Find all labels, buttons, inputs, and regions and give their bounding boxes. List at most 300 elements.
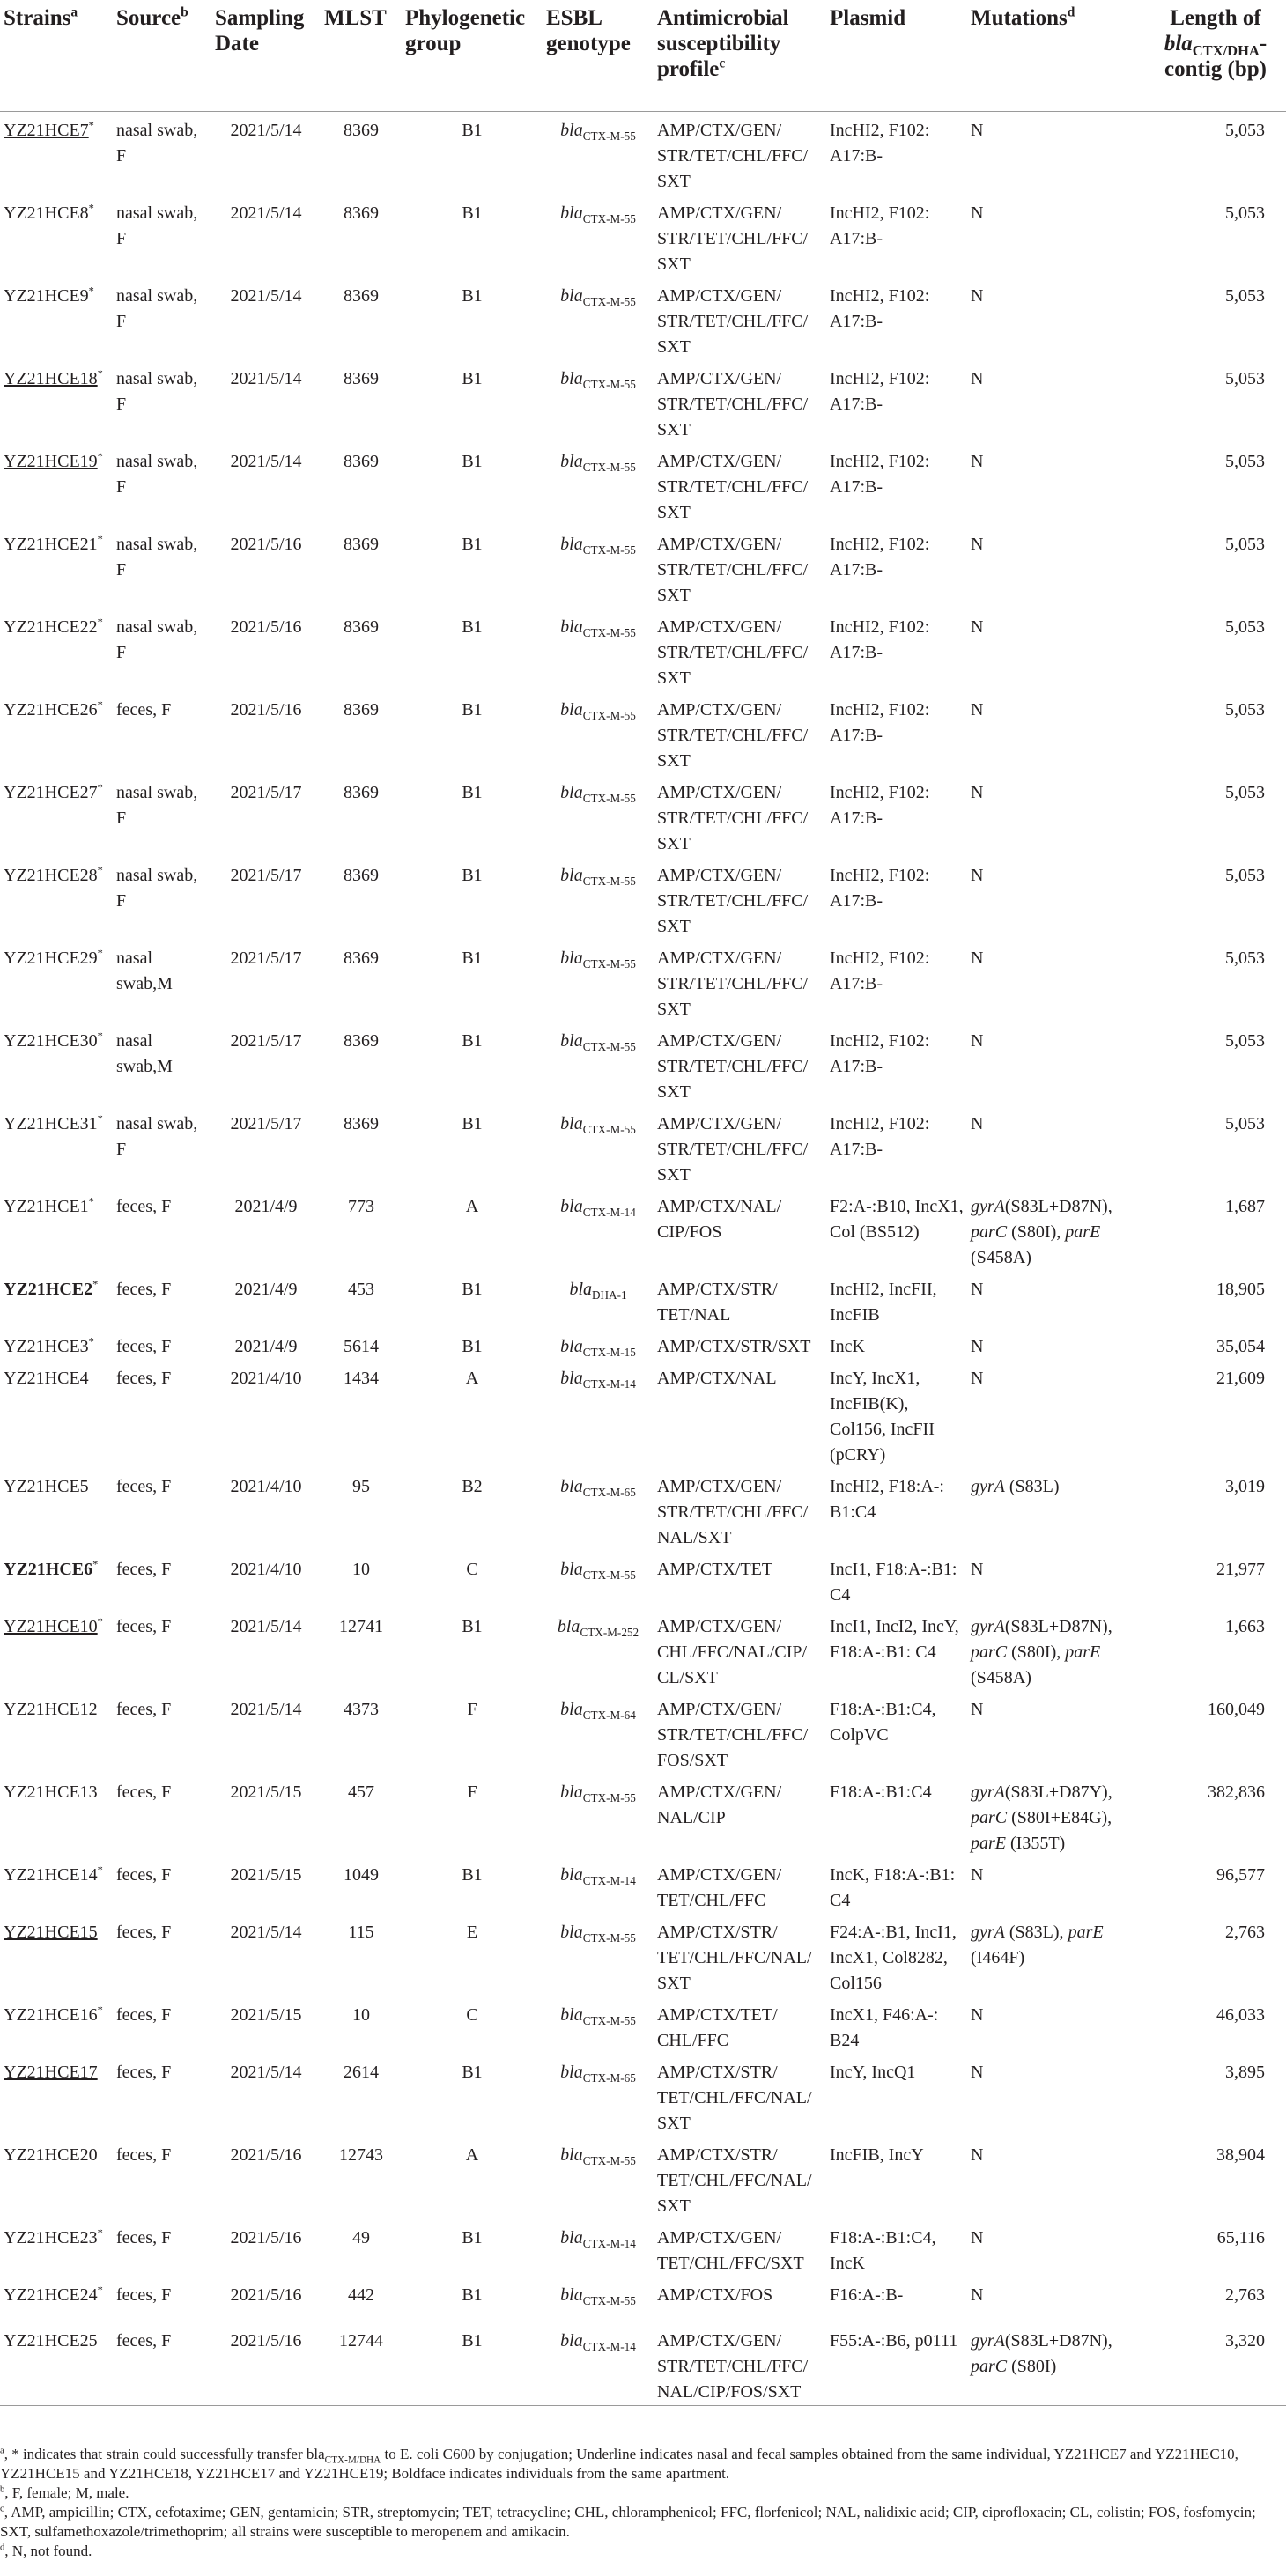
conjugation-mark: * (97, 2283, 103, 2296)
strain-id: YZ21HCE10 (4, 1616, 98, 1636)
mlst-cell: 8369 (344, 534, 379, 554)
plasmid-cell: F2:A-:B10, IncX1, Col (BS512) (830, 1196, 964, 1242)
table-row (0, 940, 1286, 1022)
plasmid-cell: IncHI2, F102: A17:B- (830, 699, 930, 745)
strain-cell (0, 2322, 113, 2406)
table-row (0, 1551, 1286, 1608)
conjugation-mark: * (97, 1029, 103, 1042)
esbl-variant: CTX-M-55 (582, 2013, 636, 2027)
esbl-cell (543, 857, 654, 940)
esbl-variant: CTX-M-55 (582, 1568, 636, 1582)
mlst-cell: 457 (348, 1782, 374, 1802)
plasmid-cell: IncHI2, F102: A17:B- (830, 120, 930, 166)
conjugation-mark: * (97, 698, 103, 711)
plasmid-cell: F16:A-:B- (830, 2284, 904, 2305)
strain-id: YZ21HCE26 (4, 699, 98, 720)
length-cell: 3,019 (1225, 1476, 1265, 1496)
plasmid-cell: IncHI2, F102: A17:B- (830, 782, 930, 828)
mutations-cell: N (971, 534, 984, 554)
esbl-gene: bla (560, 1030, 583, 1051)
mlst-cell: 115 (348, 1922, 374, 1942)
plasmid-cell: IncI1, F18:A-:B1: C4 (830, 1559, 957, 1605)
esbl-variant: CTX-M-55 (582, 294, 636, 308)
source-cell: feces, F (116, 2330, 172, 2351)
source-cell: nasal swab,M (116, 948, 173, 993)
strain-cell (0, 1022, 113, 1105)
strain-cell (0, 1468, 113, 1551)
group-cell: B1 (462, 2284, 483, 2305)
profile-cell: AMP/CTX/STR/ TET/NAL (657, 1279, 778, 1325)
esbl-variant: CTX-M-64 (582, 1708, 636, 1722)
strain-id: YZ21HCE3 (4, 1336, 89, 1356)
esbl-variant: CTX-M-55 (582, 708, 636, 722)
esbl-cell (543, 1691, 654, 1774)
conjugation-mark: * (88, 1194, 94, 1207)
esbl-cell (543, 526, 654, 609)
length-cell: 46,033 (1216, 2004, 1265, 2025)
conjugation-mark: * (97, 1614, 103, 1628)
esbl-variant: CTX-M-65 (582, 2070, 636, 2085)
header-mlst: MLST (324, 6, 387, 30)
profile-cell: AMP/CTX/GEN/ STR/TET/CHL/FFC/ SXT (657, 203, 809, 274)
header-mutations: Mutations$^d$ (971, 4, 1075, 30)
esbl-gene: bla (560, 451, 583, 471)
strain-id: YZ21HCE2 (4, 1279, 93, 1299)
esbl-variant: CTX-M-55 (582, 129, 636, 143)
mutations-cell: N (971, 1559, 984, 1579)
source-cell: feces, F (116, 1196, 172, 1216)
esbl-gene: bla (560, 285, 583, 306)
header-source: Source$^b$ (116, 4, 188, 30)
esbl-cell (543, 195, 654, 277)
mlst-cell: 8369 (344, 451, 379, 471)
esbl-variant: CTX-M-14 (582, 1205, 636, 1219)
strain-cell (0, 1271, 113, 1328)
strain-cell (0, 526, 113, 609)
mutations-cell: N (971, 865, 984, 885)
length-cell: 5,053 (1225, 534, 1265, 554)
strain-cell (0, 1328, 113, 1360)
mlst-cell: 12741 (339, 1616, 383, 1636)
profile-cell: AMP/CTX/NAL (657, 1368, 777, 1388)
conjugation-mark: * (97, 449, 103, 462)
source-cell: nasal swab, F (116, 782, 198, 828)
conjugation-mark: * (97, 946, 103, 959)
mlst-cell: 8369 (344, 865, 379, 885)
plasmid-cell: IncHI2, F102: A17:B- (830, 948, 930, 993)
date-cell: 2021/5/14 (230, 203, 302, 223)
esbl-cell (543, 940, 654, 1022)
group-cell: B1 (462, 451, 483, 471)
esbl-cell (543, 1774, 654, 1856)
table-row (0, 1328, 1286, 1360)
esbl-variant: CTX-M-55 (582, 2293, 636, 2307)
date-cell: 2021/5/17 (230, 782, 302, 802)
esbl-variant: CTX-M-55 (582, 211, 636, 225)
group-cell: F (467, 1699, 477, 1719)
table-row (0, 1914, 1286, 1997)
footnote-d: $^d$, N, not found. (0, 2543, 92, 2559)
esbl-variant: CTX-M-55 (582, 2153, 636, 2167)
length-cell: 160,049 (1208, 1699, 1265, 1719)
esbl-cell (543, 1328, 654, 1360)
plasmid-cell: IncHI2, F102: A17:B- (830, 451, 930, 497)
length-cell: 5,053 (1225, 368, 1265, 388)
profile-cell: AMP/CTX/GEN/ STR/TET/CHL/FFC/ NAL/CIP/FOS/SXT (657, 2330, 809, 2402)
esbl-cell (543, 443, 654, 526)
length-cell: 2,763 (1225, 2284, 1265, 2305)
header-phylogenetic-group: Phylogenetic group (405, 6, 526, 55)
conjugation-mark: * (92, 1277, 99, 1290)
table-row (0, 1022, 1286, 1105)
strain-cell (0, 195, 113, 277)
esbl-cell (543, 111, 654, 195)
esbl-cell (543, 1468, 654, 1551)
esbl-cell (543, 2137, 654, 2219)
source-cell: feces, F (116, 2227, 172, 2248)
esbl-variant: DHA-1 (592, 1288, 627, 1302)
strain-cell (0, 940, 113, 1022)
profile-cell: AMP/CTX/TET/ CHL/FFC (657, 2004, 778, 2050)
esbl-gene: bla (560, 1196, 583, 1216)
length-cell: 1,687 (1225, 1196, 1265, 1216)
strain-cell (0, 691, 113, 774)
date-cell: 2021/5/16 (230, 699, 302, 720)
esbl-gene: bla (560, 1922, 583, 1942)
source-cell: feces, F (116, 2004, 172, 2025)
source-cell: feces, F (116, 1782, 172, 1802)
source-cell: feces, F (116, 2062, 172, 2082)
source-cell: feces, F (116, 1864, 172, 1885)
strain-id: YZ21HCE31 (4, 1113, 98, 1133)
profile-cell: AMP/CTX/FOS (657, 2284, 773, 2305)
length-cell: 5,053 (1225, 1113, 1265, 1133)
strain-cell (0, 1360, 113, 1468)
length-cell: 1,663 (1225, 1616, 1265, 1636)
length-cell: 21,609 (1216, 1368, 1265, 1388)
group-cell: B1 (462, 1113, 483, 1133)
mutations-cell: N (971, 285, 984, 306)
esbl-cell (543, 1022, 654, 1105)
esbl-gene: bla (560, 2330, 583, 2351)
strain-cell (0, 1691, 113, 1774)
table-row (0, 2054, 1286, 2137)
esbl-gene: bla (560, 2227, 583, 2248)
esbl-variant: CTX-M-55 (582, 1039, 636, 1053)
mlst-cell: 12743 (339, 2144, 383, 2165)
strain-id: YZ21HCE21 (4, 534, 98, 554)
profile-cell: AMP/CTX/GEN/ STR/TET/CHL/FFC/ SXT (657, 948, 809, 1019)
table-row (0, 1691, 1286, 1774)
length-cell: 5,053 (1225, 948, 1265, 968)
date-cell: 2021/5/15 (230, 2004, 302, 2025)
conjugation-mark: * (97, 532, 103, 545)
group-cell: B1 (462, 120, 483, 140)
mutations-cell: gyrA(S83L+D87N), parC (S80I), parE (S458A) (971, 1196, 1112, 1267)
strain-id: YZ21HCE25 (4, 2330, 98, 2351)
table-row (0, 691, 1286, 774)
esbl-gene: bla (560, 1368, 583, 1388)
source-cell: feces, F (116, 2284, 172, 2305)
mutations-cell: N (971, 2144, 984, 2165)
mlst-cell: 8369 (344, 699, 379, 720)
mlst-cell: 8369 (344, 782, 379, 802)
group-cell: B1 (462, 368, 483, 388)
plasmid-cell: IncHI2, F18:A-: B1:C4 (830, 1476, 944, 1522)
length-cell: 5,053 (1225, 120, 1265, 140)
date-cell: 2021/5/17 (230, 865, 302, 885)
strain-cell (0, 1608, 113, 1691)
conjugation-mark: * (97, 366, 103, 380)
group-cell: B1 (462, 285, 483, 306)
profile-cell: AMP/CTX/GEN/ STR/TET/CHL/FFC/ NAL/SXT (657, 1476, 809, 1547)
group-cell: A (465, 2144, 479, 2165)
esbl-cell (543, 1856, 654, 1914)
esbl-gene: bla (560, 1699, 583, 1719)
source-cell: feces, F (116, 1699, 172, 1719)
profile-cell: AMP/CTX/GEN/ CHL/FFC/NAL/CIP/ CL/SXT (657, 1616, 808, 1687)
length-cell: 3,320 (1225, 2330, 1265, 2351)
esbl-gene: bla (560, 2004, 583, 2025)
header-esbl-genotype: ESBL genotype (546, 6, 631, 55)
plasmid-cell: IncHI2, F102: A17:B- (830, 534, 930, 579)
mlst-cell: 2614 (344, 2062, 379, 2082)
table-footnotes (0, 2441, 1279, 2561)
profile-cell: AMP/CTX/GEN/ STR/TET/CHL/FFC/ SXT (657, 782, 809, 853)
strain-cell (0, 1551, 113, 1608)
date-cell: 2021/4/10 (230, 1559, 302, 1579)
strain-id: YZ21HCE20 (4, 2144, 98, 2165)
length-cell: 38,904 (1216, 2144, 1265, 2165)
esbl-gene: bla (560, 203, 583, 223)
length-cell: 96,577 (1216, 1864, 1265, 1885)
esbl-gene: bla (560, 2144, 583, 2165)
footnote-c: $^c$, AMP, ampicillin; CTX, cefotaxime; GEN, gentamicin; STR, streptomycin; TET, tetracycline; CHL, chloramphenicol; FFC, florfenicol; NAL, nalidixic acid; CIP, ciprofloxacin; CL, colistin; FOS, fosfomycin; SXT, sulfamethoxazole/trimethoprim; all strains were susceptible to meropenem and amikacin. (0, 2504, 1256, 2540)
conjugation-mark: * (88, 118, 94, 131)
date-cell: 2021/4/9 (234, 1196, 298, 1216)
group-cell: B1 (462, 534, 483, 554)
mlst-cell: 1049 (344, 1864, 379, 1885)
strain-id: YZ21HCE30 (4, 1030, 98, 1051)
esbl-gene: bla (560, 616, 583, 637)
plasmid-cell: IncHI2, F102: A17:B- (830, 1113, 930, 1159)
group-cell: B1 (462, 948, 483, 968)
group-cell: B1 (462, 782, 483, 802)
strain-cell (0, 2277, 113, 2322)
length-cell: 5,053 (1225, 203, 1265, 223)
mutations-cell: N (971, 1336, 984, 1356)
mlst-cell: 453 (348, 1279, 374, 1299)
table-row (0, 1188, 1286, 1271)
date-cell: 2021/5/16 (230, 2144, 302, 2165)
esbl-cell (543, 1105, 654, 1188)
table-row (0, 2277, 1286, 2322)
esbl-cell (543, 277, 654, 360)
mlst-cell: 8369 (344, 120, 379, 140)
table-row (0, 1774, 1286, 1856)
plasmid-cell: IncFIB, IncY (830, 2144, 924, 2165)
source-cell: nasal swab, F (116, 120, 198, 166)
esbl-cell (543, 1608, 654, 1691)
plasmid-cell: IncY, IncQ1 (830, 2062, 916, 2082)
profile-cell: AMP/CTX/GEN/ TET/CHL/FFC/SXT (657, 2227, 804, 2273)
mlst-cell: 8369 (344, 948, 379, 968)
esbl-cell (543, 1360, 654, 1468)
mutations-cell: N (971, 1368, 984, 1388)
source-cell: nasal swab, F (116, 451, 198, 497)
conjugation-mark: * (97, 2225, 103, 2239)
table-row (0, 360, 1286, 443)
strain-id: YZ21HCE4 (4, 1368, 89, 1388)
esbl-gene: bla (560, 865, 583, 885)
strain-cell (0, 2137, 113, 2219)
group-cell: A (465, 1196, 479, 1216)
group-cell: B1 (462, 865, 483, 885)
profile-cell: AMP/CTX/STR/ TET/CHL/FFC/NAL/ SXT (657, 1922, 812, 1993)
mlst-cell: 12744 (339, 2330, 383, 2351)
strain-id: YZ21HCE16 (4, 2004, 98, 2025)
group-cell: B1 (462, 1336, 483, 1356)
plasmid-cell: IncHI2, F102: A17:B- (830, 203, 930, 248)
profile-cell: AMP/CTX/STR/ TET/CHL/FFC/NAL/ SXT (657, 2144, 812, 2216)
mutations-cell: N (971, 1113, 984, 1133)
profile-cell: AMP/CTX/GEN/ STR/TET/CHL/FFC/ SXT (657, 1113, 809, 1185)
date-cell: 2021/5/16 (230, 2227, 302, 2248)
profile-cell: AMP/CTX/GEN/ STR/TET/CHL/FFC/ SXT (657, 616, 809, 688)
date-cell: 2021/5/14 (230, 1922, 302, 1942)
strain-id: YZ21HCE8 (4, 203, 89, 223)
strain-cell (0, 2054, 113, 2137)
date-cell: 2021/5/16 (230, 616, 302, 637)
length-cell: 5,053 (1225, 285, 1265, 306)
profile-cell: AMP/CTX/GEN/ TET/CHL/FFC (657, 1864, 782, 1910)
mutations-cell: N (971, 2284, 984, 2305)
source-cell: nasal swab, F (116, 203, 198, 248)
strain-id: YZ21HCE1 (4, 1196, 89, 1216)
header-sampling-date: Sampling Date (215, 6, 305, 55)
strain-id: YZ21HCE24 (4, 2284, 98, 2305)
source-cell: nasal swab, F (116, 865, 198, 911)
esbl-gene: bla (560, 534, 583, 554)
mutations-cell: N (971, 368, 984, 388)
strain-id: YZ21HCE27 (4, 782, 98, 802)
table-row (0, 443, 1286, 526)
esbl-variant: CTX-M-55 (582, 1122, 636, 1136)
esbl-variant: CTX-M-55 (582, 956, 636, 971)
strain-cell (0, 277, 113, 360)
mlst-cell: 8369 (344, 203, 379, 223)
esbl-gene: bla (560, 2284, 583, 2305)
mlst-cell: 10 (352, 2004, 370, 2025)
strain-cell (0, 1188, 113, 1271)
strain-cell (0, 443, 113, 526)
conjugation-mark: * (88, 284, 94, 297)
conjugation-mark: * (97, 2003, 103, 2016)
esbl-cell (543, 2054, 654, 2137)
esbl-gene: bla (560, 1559, 583, 1579)
mutations-cell: N (971, 2227, 984, 2248)
table-row (0, 609, 1286, 691)
plasmid-cell: IncHI2, F102: A17:B- (830, 285, 930, 331)
table-row (0, 1997, 1286, 2054)
date-cell: 2021/5/17 (230, 1030, 302, 1051)
mlst-cell: 773 (348, 1196, 374, 1216)
table-row (0, 1271, 1286, 1328)
date-cell: 2021/5/15 (230, 1864, 302, 1885)
mutations-cell: N (971, 2004, 984, 2025)
date-cell: 2021/5/17 (230, 1113, 302, 1133)
esbl-cell (543, 691, 654, 774)
group-cell: B1 (462, 1030, 483, 1051)
esbl-gene: bla (560, 368, 583, 388)
plasmid-cell: IncHI2, F102: A17:B- (830, 1030, 930, 1076)
profile-cell: AMP/CTX/GEN/ STR/TET/CHL/FFC/ SXT (657, 534, 809, 605)
table-row (0, 2137, 1286, 2219)
group-cell: B1 (462, 203, 483, 223)
esbl-variant: CTX-M-14 (582, 1377, 636, 1391)
esbl-gene: bla (560, 1336, 583, 1356)
esbl-gene: bla (560, 1476, 583, 1496)
conjugation-mark: * (97, 615, 103, 628)
mutations-cell: N (971, 451, 984, 471)
plasmid-cell: IncHI2, F102: A17:B- (830, 616, 930, 662)
esbl-cell (543, 2277, 654, 2322)
mlst-cell: 8369 (344, 1113, 379, 1133)
source-cell: nasal swab, F (116, 285, 198, 331)
esbl-variant: CTX-M-252 (580, 1625, 639, 1639)
length-cell: 5,053 (1225, 782, 1265, 802)
strain-id: YZ21HCE29 (4, 948, 98, 968)
strain-cell (0, 857, 113, 940)
strain-id: YZ21HCE6 (4, 1559, 93, 1579)
group-cell: B1 (462, 1279, 483, 1299)
length-cell: 5,053 (1225, 616, 1265, 637)
date-cell: 2021/5/14 (230, 2062, 302, 2082)
profile-cell: AMP/CTX/GEN/ STR/TET/CHL/FFC/ SXT (657, 451, 809, 522)
esbl-variant: CTX-M-55 (582, 1790, 636, 1805)
mlst-cell: 49 (352, 2227, 370, 2248)
group-cell: B1 (462, 2330, 483, 2351)
source-cell: feces, F (116, 1616, 172, 1636)
profile-cell: AMP/CTX/GEN/ STR/TET/CHL/FFC/ SXT (657, 1030, 809, 1102)
profile-cell: AMP/CTX/GEN/ STR/TET/CHL/FFC/ FOS/SXT (657, 1699, 809, 1770)
mlst-cell: 8369 (344, 616, 379, 637)
esbl-variant: CTX-M-65 (582, 1485, 636, 1499)
esbl-cell (543, 1188, 654, 1271)
source-cell: feces, F (116, 699, 172, 720)
plasmid-cell: F18:A-:B1:C4, IncK (830, 2227, 936, 2273)
plasmid-cell: IncHI2, F102: A17:B- (830, 368, 930, 414)
esbl-variant: CTX-M-14 (582, 1873, 636, 1887)
mutations-cell: gyrA(S83L+D87Y), parC (S80I+E84G), parE (I355T) (971, 1782, 1112, 1853)
esbl-variant: CTX-M-55 (582, 625, 636, 639)
group-cell: B1 (462, 616, 483, 637)
source-cell: feces, F (116, 1368, 172, 1388)
conjugation-mark: * (92, 1557, 99, 1570)
length-cell: 5,053 (1225, 451, 1265, 471)
esbl-variant: CTX-M-14 (582, 2236, 636, 2250)
source-cell: feces, F (116, 1922, 172, 1942)
mutations-cell: N (971, 616, 984, 637)
esbl-cell (543, 1914, 654, 1997)
plasmid-cell: F24:A-:B1, IncI1, IncX1, Col8282, Col156 (830, 1922, 957, 1993)
profile-cell: AMP/CTX/STR/SXT (657, 1336, 811, 1356)
date-cell: 2021/5/16 (230, 534, 302, 554)
table-header-row (0, 0, 1286, 111)
date-cell: 2021/5/16 (230, 2284, 302, 2305)
header-strains: Strains$^a$ (4, 4, 78, 30)
plasmid-cell: IncI1, IncI2, IncY, F18:A-:B1: C4 (830, 1616, 959, 1662)
